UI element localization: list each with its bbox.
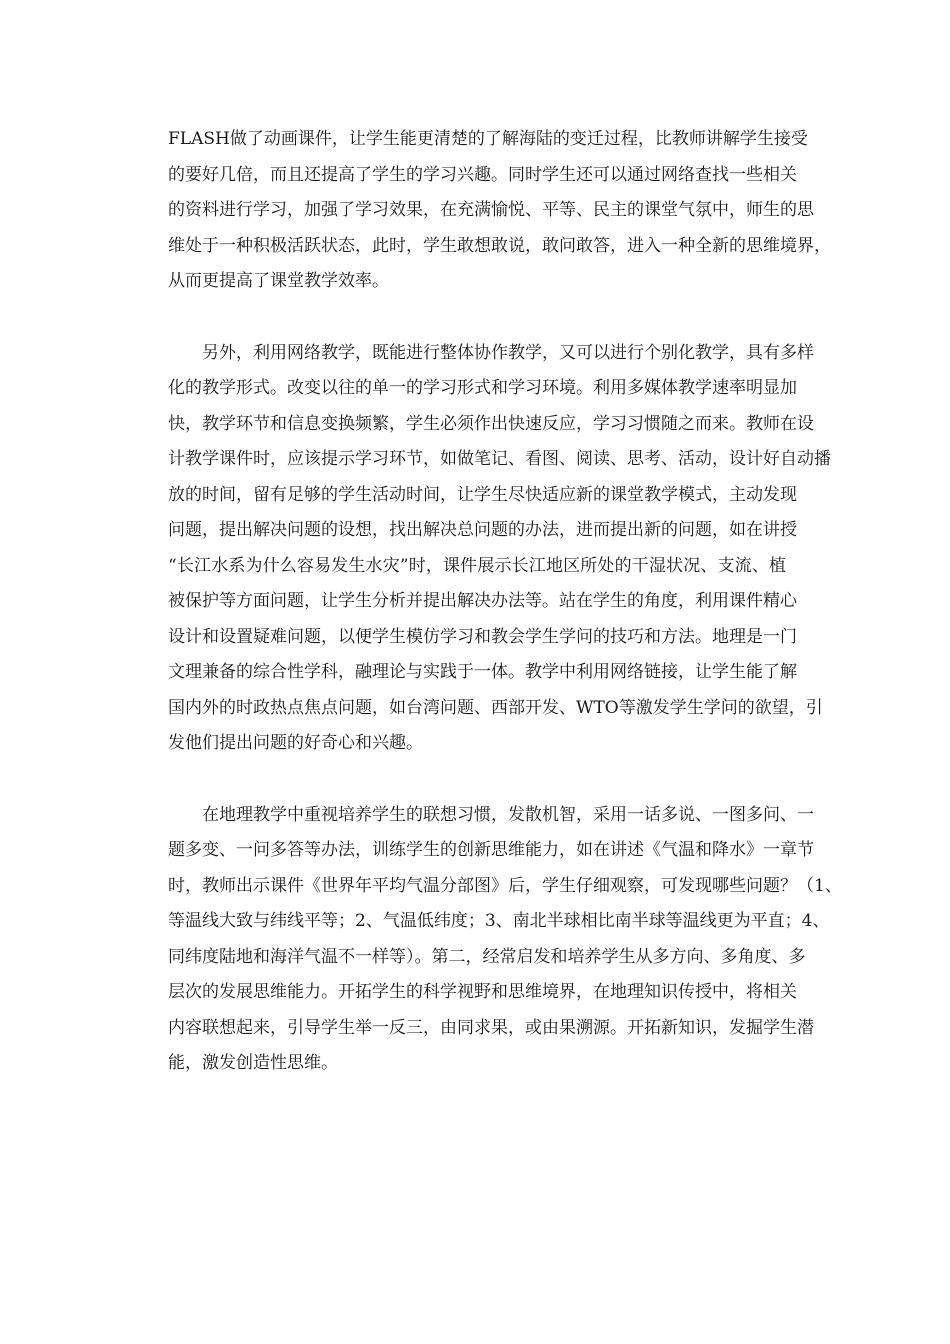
text-line: 文理兼备的综合性学科，融理论与实践于一体。教学中利用网络链接，让学生能了解 — [168, 662, 797, 682]
text-line: FLASH做了动画课件，让学生能更清楚的了解海陆的变迁过程，比教师讲解学生接受 — [168, 129, 808, 149]
text-line: 层次的发展思维能力。开拓学生的科学视野和思维境界，在地理知识传授中，将相关 — [168, 982, 797, 1002]
paragraph-3 — [168, 798, 842, 1082]
text-line: 设计和设置疑难问题，以便学生模仿学习和教会学生学问的技巧和方法。地理是一门 — [168, 626, 797, 647]
text-line: 内容联想起来，引导学生举一反三，由同求果，或由果溯源。开拓新知识，发掘学生潜 — [168, 1017, 814, 1038]
text-line: 国内外的时政热点焦点问题，如台湾问题、西部开发、WTO等激发学生学问的欲望，引 — [168, 697, 823, 718]
text-line: 计教学课件时，应该提示学习环节，如做笔记、看图、阅读、思考、活动，设计好自动播 — [168, 449, 831, 469]
text-line: 放的时间，留有足够的学生活动时间，让学生尽快适应新的课堂教学模式，主动发现 — [168, 484, 797, 505]
text-line: 等温线大致与纬线平等；2、气温低纬度；3、南北半球相比南半球等温线更为平直；4、 — [168, 911, 830, 931]
paragraph-2 — [168, 336, 831, 762]
text-line: 时，教师出示课件《世界年平均气温分部图》后，学生仔细观察，可发现哪些问题？（1、 — [168, 875, 842, 896]
text-line: 被保护等方面问题，让学生分析并提出解决办法等。站在学生的角度，利用课件精心 — [168, 591, 797, 611]
text-line: “长江水系为什么容易发生水灾”时，课件展示长江地区所处的干湿状况、支流、植 — [168, 555, 786, 576]
document-body — [168, 122, 842, 1082]
paragraph-gap — [168, 300, 786, 336]
text-line: 在地理教学中重视培养学生的联想习惯，发散机智，采用一话多说、一图多问、一 — [202, 804, 814, 825]
paragraph-1 — [168, 122, 831, 300]
text-line: 题多变、一问多答等办法，训练学生的创新思维能力，如在讲述《气温和降水》一章节 — [168, 840, 814, 860]
text-line: 化的教学形式。改变以往的单一的学习形式和学习环境。利用多媒体教学速率明显加 — [168, 378, 797, 398]
text-line: 同纬度陆地和海洋气温不一样等）。第二，经常启发和培养学生从多方向、多角度、多 — [168, 946, 806, 967]
text-line: 从而更提高了课堂教学效率。 — [168, 271, 389, 291]
text-line: 发他们提出问题的好奇心和兴趣。 — [168, 733, 423, 753]
text-line: 维处于一种积极活跃状态，此时，学生敢想敢说，敢问敢答，进入一种全新的思维境界， — [168, 235, 831, 256]
text-line: 能，激发创造性思维。 — [168, 1053, 338, 1073]
text-line: 的要好几倍，而且还提高了学生的学习兴趣。同时学生还可以通过网络查找一些相关 — [168, 164, 797, 185]
text-line: 另外，利用网络教学，既能进行整体协作教学，又可以进行个别化教学，具有多样 — [202, 342, 814, 363]
text-line: 快，教学环节和信息变换频繁，学生必须作出快速反应，学习习惯随之而来。教师在设 — [168, 413, 814, 434]
text-line: 的资料进行学习，加强了学习效果，在充满愉悦、平等、民主的课堂气氛中，师生的思 — [168, 200, 814, 220]
text-line: 问题，提出解决问题的设想，找出解决总问题的办法，进而提出新的问题，如在讲授 — [168, 520, 797, 540]
paragraph-gap — [168, 762, 786, 798]
